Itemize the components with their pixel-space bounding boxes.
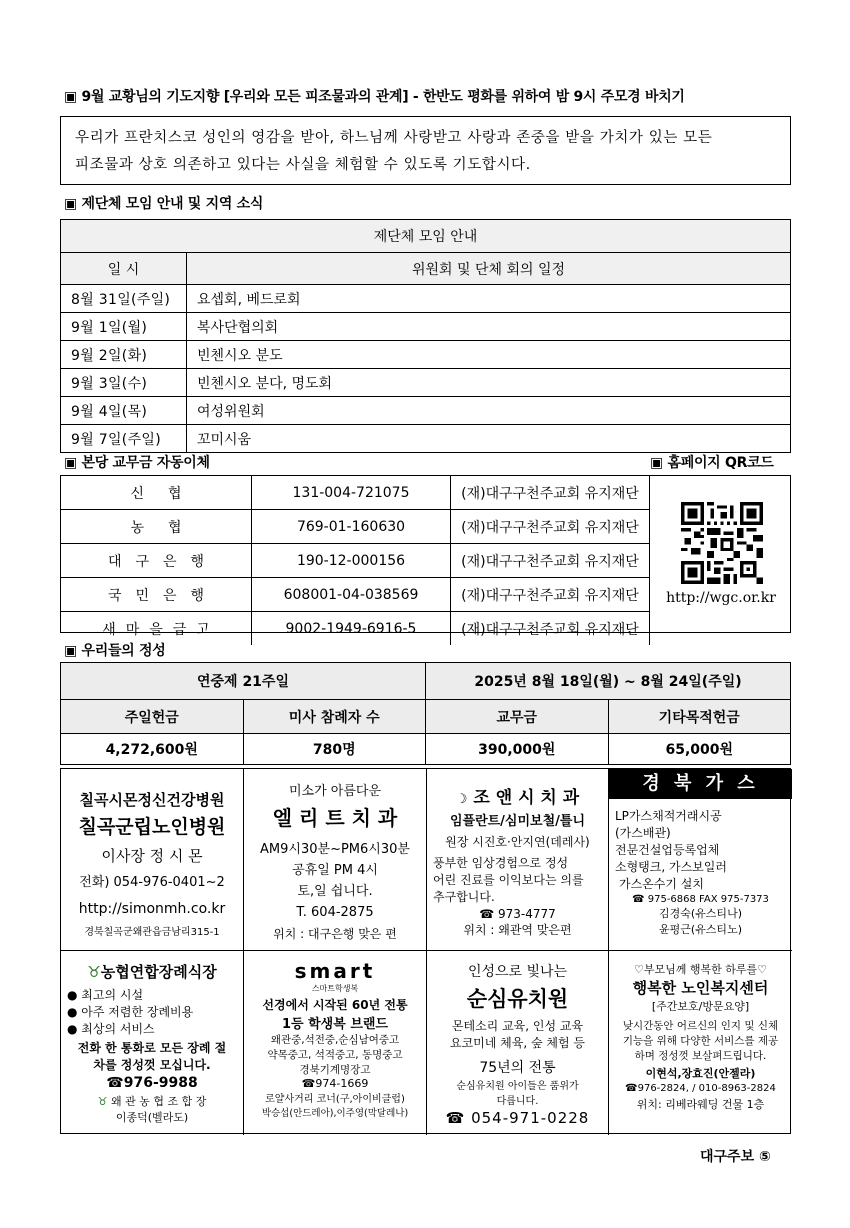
ad-line: 몬테소리 교육, 인성 교육	[451, 1019, 584, 1033]
ad-line: 순심유치원	[466, 987, 569, 1011]
nonghyup-logo-icon: ♉	[97, 1095, 108, 1108]
ad-line	[61, 1093, 243, 1109]
row-date: 9월 4일(목)	[61, 397, 187, 425]
page-number: ⑤	[758, 1149, 771, 1165]
table-row	[61, 476, 650, 510]
prayer-title: 9월 교황님의 기도지향 [우리와 모든 피조물과의 관계] - 한반도 평화를 위하여 밤 9시 주모경 바치기	[81, 89, 685, 105]
ad-line: 하며 정성껏 보살펴드립니다.	[634, 1050, 767, 1062]
row-meeting: 복사단협의회	[187, 313, 791, 341]
offering-value: 65,000원	[608, 734, 791, 765]
bank-table	[61, 476, 650, 645]
offering-header: 미사 참례자 수	[243, 700, 426, 734]
offering-value: 4,272,600원	[61, 734, 244, 765]
ad-line: 전문건설업등록업체	[615, 843, 720, 857]
ad-line: 추구합니다.	[433, 890, 495, 904]
ad-line: 공휴일 PM 4시	[292, 863, 378, 878]
ad-elite-dental	[244, 769, 427, 951]
homepage-url-link[interactable]: http://wgc.or.kr	[666, 590, 776, 606]
ad-line: 순심유치원 아이들은 품위가	[456, 1081, 579, 1092]
ad-line: ♡부모님께 행복한 하루를♡	[634, 963, 767, 976]
table-row	[61, 397, 791, 425]
row-date: 8월 31일(주일)	[61, 285, 187, 313]
ad-line: 스마트학생복	[311, 984, 359, 993]
table-row	[61, 510, 650, 544]
ad-line: 소형탱크, 가스보일러	[615, 860, 727, 874]
groups-table	[60, 219, 791, 453]
bank-holder: (재)대구구천주교회 유지재단	[451, 476, 650, 510]
ad-line: LP가스채적거래시공	[615, 809, 722, 823]
ad-line: 위치 : 대구은행 맞은 편	[273, 927, 397, 941]
row-date: 9월 3일(수)	[61, 369, 187, 397]
row-meeting: 빈첸시오 분다, 명도회	[187, 369, 791, 397]
bank-name: 농협	[61, 510, 252, 544]
ad-line: AM9시30분~PM6시30분	[260, 842, 410, 857]
ad-happy-senior-center	[609, 951, 792, 1135]
qr-section-title	[650, 452, 774, 472]
ad-line: T. 604-2875	[296, 905, 374, 920]
square-bullet-icon: ▣	[64, 643, 77, 659]
ad-line: (가스배관)	[615, 826, 671, 840]
ad-nonghyup-funeral	[61, 951, 244, 1135]
ad-smart-uniform	[244, 951, 427, 1135]
bank-section-label: 본당 교무금 자동이체	[81, 455, 210, 471]
ad-line: 토,일 쉽니다.	[297, 884, 373, 899]
ad-line: 미소가 아름다운	[288, 784, 382, 799]
table-row	[61, 341, 791, 369]
table-row	[61, 285, 791, 313]
row-meeting: 빈첸시오 분도	[187, 341, 791, 369]
bank-account: 9002-1949-6916-5	[252, 612, 451, 646]
ad-line: 위치: 리베라웨딩 건물 1층	[636, 1098, 765, 1111]
bank-holder: (재)대구구천주교회 유지재단	[451, 544, 650, 578]
footer-label: 대구주보	[700, 1149, 755, 1165]
ad-line: 차를 정성껏 모십니다.	[93, 1058, 211, 1072]
bank-account: 608001-04-038569	[252, 578, 451, 612]
ad-gyeongbuk-gas	[609, 769, 792, 951]
table-row	[61, 578, 650, 612]
ad-line: ● 최상의 서비스	[67, 1022, 155, 1036]
ad-line: 원장 시진호·안지연(데레사)	[445, 835, 590, 849]
ads-grid	[60, 768, 791, 1134]
ad-line: 이현석,장효진(안젤라)	[645, 1067, 756, 1080]
prayer-box	[60, 116, 791, 185]
row-meeting: 여성위원회	[187, 397, 791, 425]
row-date: 9월 2일(화)	[61, 341, 187, 369]
bank-holder: (재)대구구천주교회 유지재단	[451, 578, 650, 612]
ad-line: ☎976-2824, / 010-8963-2824	[625, 1083, 776, 1094]
ad-line: ☎ 054-971-0228	[445, 1109, 590, 1127]
row-date: 9월 7일(주일)	[61, 425, 187, 453]
square-bullet-icon: ▣	[64, 455, 77, 471]
ad-line-text: 조 앤 시 치 과	[473, 788, 580, 808]
row-date: 9월 1일(월)	[61, 313, 187, 341]
bank-name: 신협	[61, 476, 252, 510]
ad-line: ● 최고의 시설	[67, 988, 144, 1002]
ad-line: 가스온수기 설치	[619, 877, 704, 891]
bank-name: 국민은행	[61, 578, 252, 612]
prayer-line-1: 우리가 프란치스코 성인의 영감을 받아, 하느님께 사랑받고 사랑과 존중을 받을 가치가 있는 모든	[75, 130, 713, 146]
ad-line-text: 농협연합장례식장	[100, 963, 217, 981]
ad-line-text: 왜 관 농 협 조 합 장	[111, 1095, 207, 1108]
ad-line: 행복한 노인복지센터	[632, 979, 769, 997]
qr-code-icon[interactable]	[681, 502, 763, 584]
ad-line: 다릅니다.	[496, 1096, 539, 1107]
ad-line: 이종덕(벨라도)	[115, 1111, 189, 1124]
ad-line: 경북칠곡군왜관읍금남리315-1	[84, 927, 220, 938]
offering-value: 390,000원	[426, 734, 609, 765]
bank-section-title	[64, 452, 210, 472]
bank-holder: (재)대구구천주교회 유지재단	[451, 612, 650, 646]
prayer-section-title	[64, 86, 685, 106]
table-row	[61, 544, 650, 578]
offering-header: 주일헌금	[61, 700, 244, 734]
ad-line: 인성으로 빛나는	[467, 964, 568, 980]
ad-line	[427, 783, 608, 808]
ad-line: ☎ 973-4777	[479, 907, 556, 921]
table-row	[61, 313, 791, 341]
ad-line: 어린 진료를 이익보다는 의를	[433, 873, 584, 887]
bank-name: 대구은행	[61, 544, 252, 578]
offering-value: 780명	[243, 734, 426, 765]
square-bullet-icon: ▣	[64, 89, 77, 105]
row-meeting: 요셉회, 베드로회	[187, 285, 791, 313]
ad-line: 위치 : 왜관역 맞은편	[463, 923, 572, 937]
ad-line: ☎976-9988	[106, 1075, 198, 1091]
bank-account: 769-01-160630	[252, 510, 451, 544]
ad-line: 칠곡시몬정신건강병원	[79, 791, 225, 809]
nonghyup-logo-icon: ♉	[87, 963, 101, 981]
ad-line: [주간보호/방문요양]	[651, 1000, 750, 1013]
ad-line	[61, 961, 243, 982]
ad-line: 엘 리 트 치 과	[272, 806, 398, 830]
qr-section-label: 홈페이지 QR코드	[667, 455, 774, 471]
prayer-line-2: 피조물과 상호 의존하고 있다는 사실을 체험할 수 있도록 기도합시다.	[75, 157, 531, 173]
groups-col-meeting: 위원회 및 단체 회의 일정	[187, 253, 791, 285]
groups-section-title	[64, 193, 263, 213]
ad-line: 전화) 054-976-0401~2	[79, 875, 225, 890]
ad-line: 이사장 정 시 몬	[101, 847, 203, 865]
ad-line: 임플란트/심미보철/틀니	[449, 814, 586, 829]
ad-line: 로얄사거리 코너(구,아이비클럽)	[265, 1094, 405, 1105]
ad-sunsim-kindergarten	[427, 951, 609, 1135]
ad-line: ☎974-1669	[301, 1077, 369, 1090]
table-row	[61, 369, 791, 397]
table-row	[61, 425, 791, 453]
offering-header: 기타목적헌금	[608, 700, 791, 734]
groups-col-date: 일 시	[61, 253, 187, 285]
ad-line: 풍부한 임상경험으로 정성	[433, 856, 569, 870]
square-bullet-icon: ▣	[650, 455, 663, 471]
ad-joan-dental	[427, 769, 609, 951]
offering-period: 2025년 8월 18일(월) ~ 8월 24일(주일)	[426, 663, 791, 700]
bank-account: 131-004-721075	[252, 476, 451, 510]
bank-account: 190-12-000156	[252, 544, 451, 578]
row-meeting: 꼬미시움	[187, 425, 791, 453]
offering-table	[60, 662, 791, 765]
ad-line: 낮시간동안 어르신의 인지 및 신체	[622, 1020, 779, 1032]
ad-line: 1등 학생복 브랜드	[281, 1017, 388, 1032]
groups-section-label: 제단체 모임 안내 및 지역 소식	[81, 196, 264, 212]
ad-line: 윤평근(유스티노)	[659, 923, 742, 936]
bank-box	[60, 475, 791, 638]
offering-week: 연중제 21주일	[61, 663, 426, 700]
ad-line: ● 아주 저렴한 장례비용	[67, 1005, 194, 1019]
bank-name: 새마을금고	[61, 612, 252, 646]
ad-line: 경북기계명장고	[299, 1064, 371, 1076]
ad-line: 전화 한 통화로 모든 장례 절	[77, 1041, 227, 1055]
ad-line: 약목중고, 석적중고, 동명중고	[267, 1049, 403, 1061]
ad-line: 75년의 전통	[479, 1060, 556, 1076]
bank-holder: (재)대구구천주교회 유지재단	[451, 510, 650, 544]
tooth-icon: ☽	[455, 792, 468, 807]
table-row	[61, 734, 791, 765]
square-bullet-icon: ▣	[64, 196, 77, 212]
ad-line: 경 북 가 스	[609, 769, 792, 799]
offering-section-label: 우리들의 정성	[81, 643, 166, 659]
offering-section-title	[64, 640, 165, 660]
ad-line: 요코미네 체육, 숲 체험 등	[450, 1036, 585, 1050]
ad-line: 박승섭(안드레아),이주영(막달레나)	[261, 1108, 409, 1119]
ad-line: http://simonmh.co.kr	[78, 901, 226, 917]
ad-line: smart	[294, 959, 376, 983]
groups-table-title: 제단체 모임 안내	[61, 220, 791, 253]
ad-line: 기능을 위해 다양한 서비스를 제공	[622, 1035, 779, 1047]
ad-line: 칠곡군립노인병원	[78, 816, 226, 838]
ad-line: 선경에서 시작된 60년 전통	[262, 998, 408, 1012]
ad-simon-hospital	[61, 769, 244, 951]
ad-line: 왜관중,석전중,순심남여중고	[270, 1034, 400, 1046]
ad-line: 김경숙(유스티나)	[659, 907, 742, 920]
offering-header: 교무금	[426, 700, 609, 734]
page-footer	[700, 1146, 771, 1166]
ad-line: ☎ 975-6868 FAX 975-7373	[632, 894, 769, 905]
